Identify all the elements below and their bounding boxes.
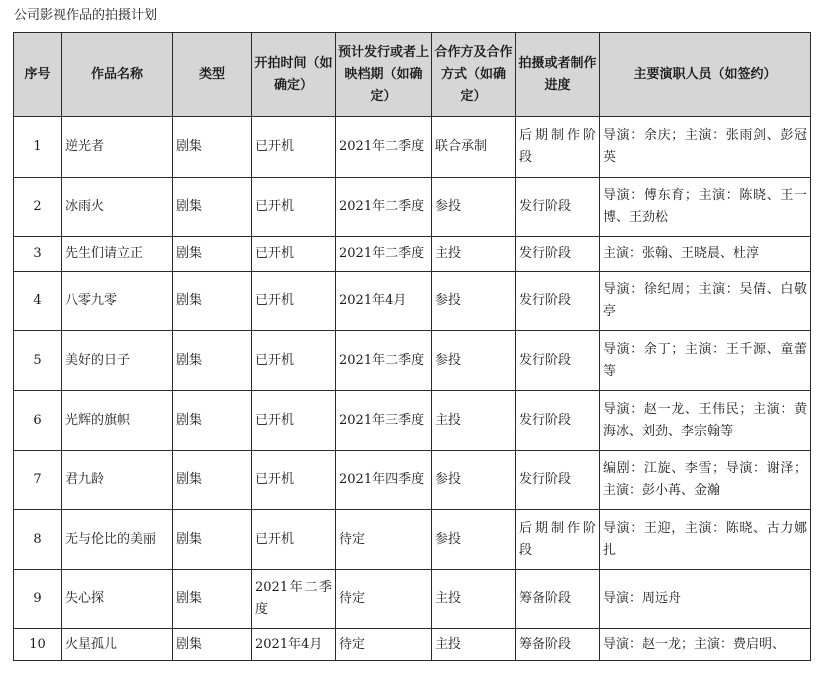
cell-progress: 后期制作阶段 xyxy=(516,510,600,570)
cell-start: 已开机 xyxy=(252,451,336,510)
cell-no: 9 xyxy=(14,570,62,629)
cell-release: 待定 xyxy=(336,570,432,629)
cell-progress: 发行阶段 xyxy=(516,178,600,237)
cell-type: 剧集 xyxy=(173,510,252,570)
cell-start: 已开机 xyxy=(252,391,336,451)
cell-staff: 导演：徐纪周；主演：吴倩、白敬亭 xyxy=(600,272,811,331)
header-progress: 拍摄或者制作进度 xyxy=(516,33,600,117)
cell-type: 剧集 xyxy=(173,272,252,331)
cell-staff: 导演：余庆；主演：张雨剑、彭冠英 xyxy=(600,117,811,178)
cell-progress: 发行阶段 xyxy=(516,272,600,331)
table-row xyxy=(14,570,811,629)
cell-partner: 参投 xyxy=(432,451,516,510)
cell-progress: 发行阶段 xyxy=(516,391,600,451)
cell-partner: 主投 xyxy=(432,237,516,272)
cell-type: 剧集 xyxy=(173,451,252,510)
cell-start: 2021年4月 xyxy=(252,629,336,661)
header-no: 序号 xyxy=(14,33,62,117)
cell-staff: 导演：周远舟 xyxy=(600,570,811,629)
table-row xyxy=(14,237,811,272)
cell-release: 2021年三季度 xyxy=(336,391,432,451)
cell-release: 2021年4月 xyxy=(336,272,432,331)
cell-progress: 发行阶段 xyxy=(516,331,600,391)
cell-name: 逆光者 xyxy=(62,117,173,178)
cell-progress: 筹备阶段 xyxy=(516,570,600,629)
cell-type: 剧集 xyxy=(173,237,252,272)
cell-partner: 参投 xyxy=(432,331,516,391)
cell-release: 待定 xyxy=(336,629,432,661)
header-row xyxy=(14,33,811,117)
table-row xyxy=(14,331,811,391)
table-row xyxy=(14,117,811,178)
shooting-plan-table xyxy=(13,32,811,661)
cell-partner: 参投 xyxy=(432,272,516,331)
cell-release: 2021年二季度 xyxy=(336,331,432,391)
cell-type: 剧集 xyxy=(173,629,252,661)
cell-no: 8 xyxy=(14,510,62,570)
header-name: 作品名称 xyxy=(62,33,173,117)
cell-no: 10 xyxy=(14,629,62,661)
header-type: 类型 xyxy=(173,33,252,117)
cell-partner: 主投 xyxy=(432,391,516,451)
cell-name: 火星孤儿 xyxy=(62,629,173,661)
table-row xyxy=(14,451,811,510)
header-staff: 主要演职人员（如签约） xyxy=(600,33,811,117)
cell-partner: 主投 xyxy=(432,629,516,661)
cell-release: 2021年二季度 xyxy=(336,237,432,272)
cell-name: 先生们请立正 xyxy=(62,237,173,272)
cell-release: 2021年四季度 xyxy=(336,451,432,510)
cell-progress: 后期制作阶段 xyxy=(516,117,600,178)
cell-type: 剧集 xyxy=(173,331,252,391)
cell-staff: 编剧：江旋、李雪；导演：谢泽；主演：彭小苒、金瀚 xyxy=(600,451,811,510)
cell-release: 2021年二季度 xyxy=(336,178,432,237)
cell-name: 美好的日子 xyxy=(62,331,173,391)
cell-progress: 发行阶段 xyxy=(516,451,600,510)
cell-no: 5 xyxy=(14,331,62,391)
cell-type: 剧集 xyxy=(173,178,252,237)
cell-progress: 筹备阶段 xyxy=(516,629,600,661)
cell-progress: 发行阶段 xyxy=(516,237,600,272)
header-release: 预计发行或者上映档期（如确定） xyxy=(336,33,432,117)
table-row xyxy=(14,178,811,237)
cell-name: 八零九零 xyxy=(62,272,173,331)
cell-type: 剧集 xyxy=(173,391,252,451)
cell-name: 冰雨火 xyxy=(62,178,173,237)
cell-partner: 联合承制 xyxy=(432,117,516,178)
table-row xyxy=(14,272,811,331)
cell-type: 剧集 xyxy=(173,570,252,629)
cell-name: 无与伦比的美丽 xyxy=(62,510,173,570)
cell-release: 待定 xyxy=(336,510,432,570)
table-row xyxy=(14,629,811,661)
cell-name: 君九龄 xyxy=(62,451,173,510)
cell-name: 光辉的旗帜 xyxy=(62,391,173,451)
cell-staff: 导演：余丁；主演：王千源、童蕾等 xyxy=(600,331,811,391)
cell-partner: 主投 xyxy=(432,570,516,629)
cell-staff: 导演：赵一龙、王伟民；主演：黄海冰、刘劲、李宗翰等 xyxy=(600,391,811,451)
header-partner: 合作方及合作方式（如确定） xyxy=(432,33,516,117)
cell-release: 2021年二季度 xyxy=(336,117,432,178)
cell-no: 2 xyxy=(14,178,62,237)
cell-no: 3 xyxy=(14,237,62,272)
cell-start: 已开机 xyxy=(252,178,336,237)
cell-start: 已开机 xyxy=(252,510,336,570)
cell-staff: 导演：傅东育；主演：陈晓、王一博、王劲松 xyxy=(600,178,811,237)
cell-staff: 导演：赵一龙；主演：费启明、 xyxy=(600,629,811,661)
cell-no: 7 xyxy=(14,451,62,510)
cell-start: 2021年二季度 xyxy=(252,570,336,629)
cell-staff: 主演：张翰、王晓晨、杜淳 xyxy=(600,237,811,272)
cell-start: 已开机 xyxy=(252,237,336,272)
table-caption: 公司影视作品的拍摄计划 xyxy=(14,8,158,23)
cell-no: 1 xyxy=(14,117,62,178)
cell-partner: 参投 xyxy=(432,510,516,570)
cell-no: 4 xyxy=(14,272,62,331)
cell-type: 剧集 xyxy=(173,117,252,178)
cell-name: 失心探 xyxy=(62,570,173,629)
cell-no: 6 xyxy=(14,391,62,451)
cell-start: 已开机 xyxy=(252,331,336,391)
table-row xyxy=(14,391,811,451)
header-start: 开拍时间（如确定） xyxy=(252,33,336,117)
cell-partner: 参投 xyxy=(432,178,516,237)
table-row xyxy=(14,510,811,570)
cell-start: 已开机 xyxy=(252,117,336,178)
cell-start: 已开机 xyxy=(252,272,336,331)
cell-staff: 导演：王迎，主演：陈晓、古力娜扎 xyxy=(600,510,811,570)
